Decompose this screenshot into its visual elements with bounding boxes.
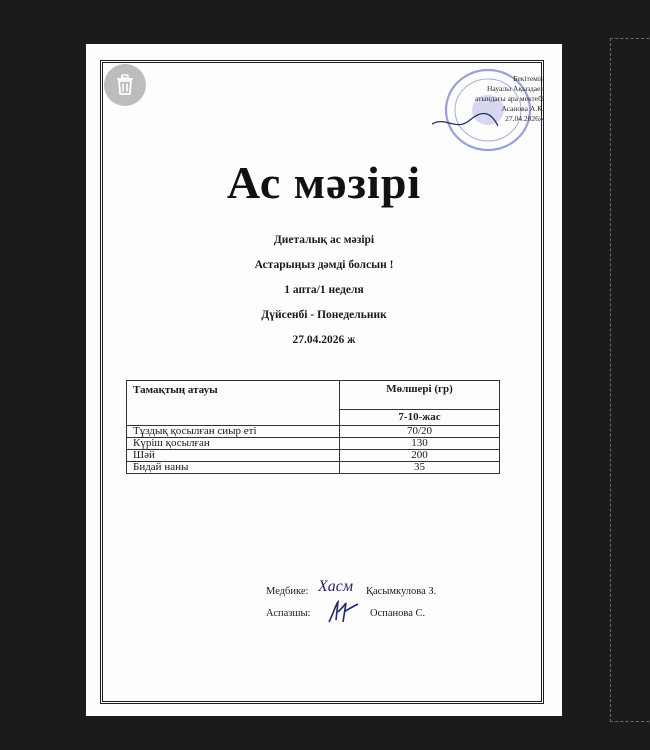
cook-signature	[326, 600, 362, 626]
table-row	[127, 450, 500, 462]
greeting-line: Астарыңыз дәмді болсын !	[254, 259, 394, 271]
dish-amount: 200	[340, 450, 500, 462]
cook-name: Оспанова С.	[370, 608, 426, 619]
date-line: 27.04.2026 ж	[292, 334, 356, 346]
dish-name: Тұздық қосылған сиыр еті	[127, 426, 340, 438]
column-header-amount: Мөлшері (гр)	[340, 381, 500, 410]
dish-name: Бидай наны	[127, 462, 340, 474]
table-row	[127, 462, 500, 474]
cook-signature-row	[266, 602, 466, 632]
stamp-line: 27.04.2026ж	[505, 114, 544, 123]
cook-label: Аспазшы:	[266, 608, 311, 619]
stamp-line: Бекітемін	[513, 74, 544, 83]
table-row	[127, 426, 500, 438]
age-group-header: 7-10-жас	[340, 410, 500, 426]
week-line: 1 апта/1 неделя	[284, 284, 364, 296]
dish-amount: 35	[340, 462, 500, 474]
approval-stamp-text	[454, 74, 544, 124]
stamp-line: Асанова А.К.	[501, 104, 544, 113]
dish-amount: 70/20	[340, 426, 500, 438]
nurse-label: Медбике:	[266, 586, 309, 597]
trash-icon	[115, 74, 135, 96]
menu-document-page	[86, 44, 562, 716]
delete-button[interactable]	[104, 64, 146, 106]
nurse-name: Қасымкулова З.	[366, 586, 437, 597]
stamp-line: атындағы ара мектебі	[474, 94, 544, 103]
day-line: Дүйсенбі - Понедельник	[261, 309, 387, 321]
table-header-row	[127, 381, 500, 410]
dish-name: Шәй	[127, 450, 340, 462]
document-title: Ас мәзірі	[226, 157, 422, 208]
dish-amount: 130	[340, 438, 500, 450]
column-header-name: Тамақтың атауы	[127, 381, 340, 426]
stamp-line: Науалы Ақыздаев	[486, 84, 544, 93]
table-row	[127, 438, 500, 450]
menu-table	[126, 380, 500, 474]
side-panel-placeholder	[610, 38, 650, 722]
nurse-signature: Хасм	[318, 578, 354, 595]
dish-name: Күріш қосылған	[127, 438, 340, 450]
nurse-signature-row	[266, 580, 466, 604]
diet-menu-subtitle: Диеталық ас мәзірі	[273, 234, 375, 246]
